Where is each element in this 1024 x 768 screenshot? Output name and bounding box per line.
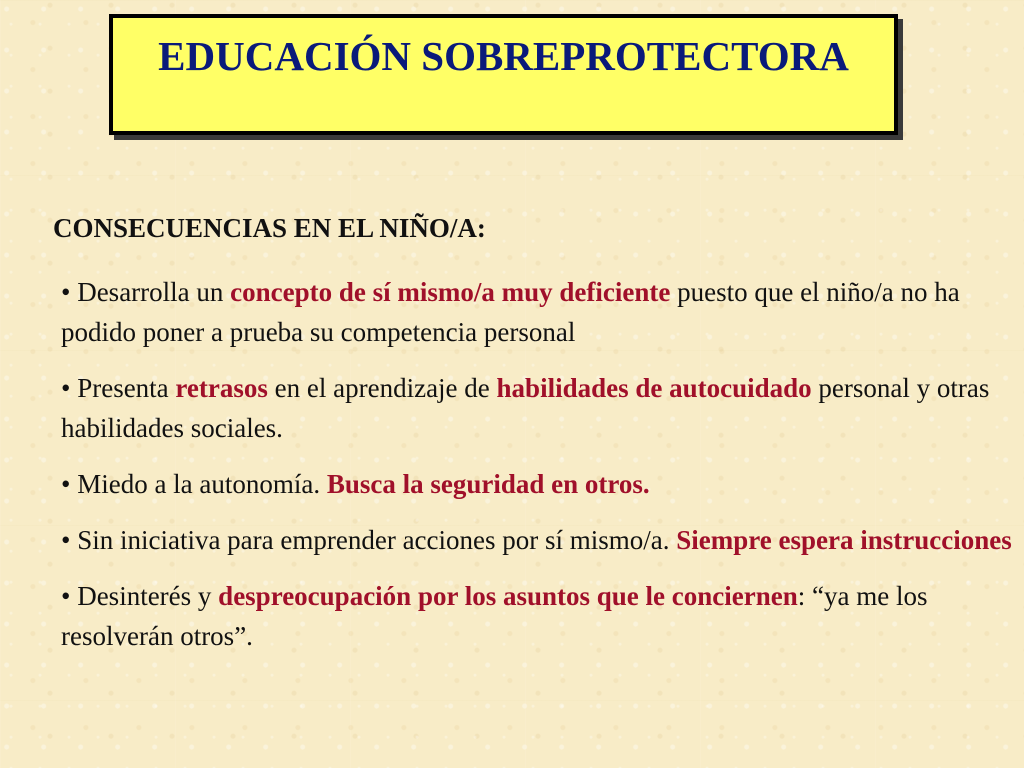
bullet-text: : “ya me los resolverán otros”.: [61, 581, 928, 651]
bullet-emphasis: Busca la seguridad en otros.: [326, 469, 650, 499]
bullet-item: [61, 576, 1016, 656]
bullet-emphasis: concepto de sí mismo/a muy deficiente: [230, 277, 671, 307]
section-heading: CONSECUENCIAS EN EL NIÑO/A:: [53, 213, 486, 243]
bullet-text: • Sin iniciativa para emprender acciones por sí mismo/a.: [61, 525, 677, 555]
bullet-text: • Presenta: [61, 373, 176, 403]
title-box: [109, 14, 898, 135]
bullet-list: [61, 272, 1016, 672]
bullet-emphasis: habilidades de autocuidado: [496, 373, 812, 403]
bullet-text: • Desarrolla un: [61, 277, 231, 307]
bullet-emphasis: Siempre espera instrucciones: [676, 525, 1012, 555]
bullet-text: en el aprendizaje de: [267, 373, 497, 403]
bullet-item: [61, 368, 1016, 448]
bullet-text: personal y otras habilidades sociales.: [61, 373, 990, 443]
bullet-emphasis: despreocupación por los asuntos que le conciernen: [218, 581, 798, 611]
bullet-item: [61, 520, 1016, 560]
bullet-text: • Desinterés y: [61, 581, 219, 611]
bullet-emphasis: retrasos: [175, 373, 268, 403]
bullet-text: puesto que el niño/a no ha podido poner a prueba su competencia personal: [61, 277, 960, 347]
bullet-item: [61, 464, 1016, 504]
bullet-item: [61, 272, 1016, 352]
bullet-text: • Miedo a la autonomía.: [61, 469, 327, 499]
slide-title: EDUCACIÓN SOBREPROTECTORA: [158, 33, 849, 79]
